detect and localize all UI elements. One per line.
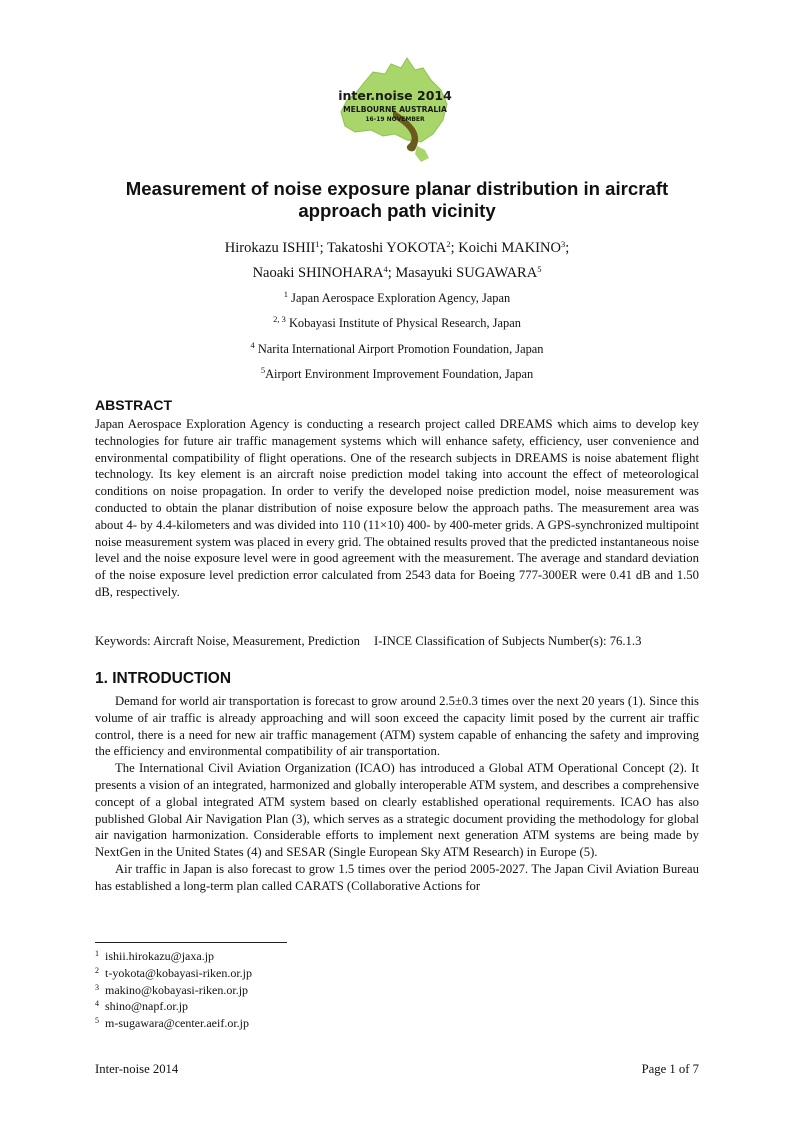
footer-page-number: Page 1 of 7 bbox=[641, 1062, 699, 1076]
footnote: $^5$ m-sugawara@center.aeif.or.jp bbox=[95, 1016, 249, 1031]
author-name: Takatoshi YOKOTA bbox=[327, 240, 447, 256]
abstract-heading: ABSTRACT bbox=[95, 397, 172, 413]
author-name: Naoaki SHINOHARA bbox=[252, 265, 384, 281]
author-name: Hirokazu ISHII bbox=[224, 240, 316, 256]
logo-line2: MELBOURNE AUSTRALIA bbox=[343, 105, 447, 114]
footer-conference: Inter-noise 2014 bbox=[95, 1062, 179, 1076]
classification: I-INCE Classification of Subjects Number(s): 76.1.3 bbox=[373, 634, 642, 648]
author-name: Masayuki SUGAWARA bbox=[395, 265, 538, 281]
logo-line1: inter.noise 2014 bbox=[338, 88, 452, 103]
paragraph: Demand for world air transportation is forecast to grow around 2.5±0.3 times over the next 20 years (1). Since this volume of air traffic is already approaching and will soon exceed the capacity limit posed by the current air traffic control, there is a need for new air traffic management (ATM) system capable of enhancing the safety and improving the efficiency and environmental compatibility of air transportation. bbox=[95, 694, 699, 759]
logo-line3: 16-19 NOVEMBER bbox=[365, 116, 425, 123]
affiliation: $^4$ Narita International Airport Promotion Foundation, Japan bbox=[250, 339, 544, 356]
footnote-divider bbox=[95, 942, 287, 943]
author-name: Koichi MAKINO bbox=[458, 240, 561, 256]
affiliation: $^{2, 3}$ Kobayasi Institute of Physical Research, Japan bbox=[273, 314, 521, 331]
introduction-text bbox=[95, 693, 699, 895]
paper-title: Measurement of noise exposure planar distribution in aircraft approach path vicinity bbox=[125, 178, 669, 221]
affiliation-list bbox=[95, 286, 699, 387]
section-heading-introduction: 1. INTRODUCTION bbox=[95, 670, 232, 687]
keywords: Keywords: Aircraft Noise, Measurement, Prediction bbox=[95, 634, 360, 648]
footnote: $^1$ ishii.hirokazu@jaxa.jp bbox=[95, 949, 215, 963]
conference-logo bbox=[333, 50, 457, 170]
footnotes bbox=[95, 949, 252, 1033]
paragraph: The International Civil Aviation Organization (ICAO) has introduced a Global ATM Operational Concept (2). It presents a vision of an integrated, harmonized and globally interoperable ATM system, and describes a comprehensive concept of a global integrated ATM system based on clearly established operational requirements. ICAO has also published Global Air Navigation Plan (3), which serves as a strategic document providing the methodology for global air navigation harmonization. Considerable efforts to implement next generation ATM systems are being made by NextGen in the United States (4) and SESAR (Single European Sky ATM Research) in Europe (5). bbox=[95, 761, 699, 860]
author-list: Hirokazu ISHII$^1$; Takatoshi YOKOTA$^2$; Koichi MAKINO$^3$; Naoaki SHINOHARA$^4$; Masayuki SUGAWARA$^5$ bbox=[224, 239, 570, 281]
affiliation: $^5$Airport Environment Improvement Foundation, Japan bbox=[260, 364, 534, 381]
affiliation: $^1$ Japan Aerospace Exploration Agency, Japan bbox=[283, 289, 511, 305]
abstract-text: Japan Aerospace Exploration Agency is conducting a research project called DREAMS which aims to develop key technologies for future air traffic management systems which will enhance safety, efficiency, user convenience and environmental compatibility of flight operations. One of the research subjects in DREAMS is noise abatement flight technology. Its key element is an aircraft noise prediction model taking into account the effect of meteorological conditions on noise propagation. In order to verify the developed noise prediction model, noise measurement was conducted to obtain the planar distribution of noise exposure below the approach paths. The measurement area was about 4- by 4.4-kilometers and was divided into 110 (11×10) 400- by 400-meter grids. A GPS-synchronized multipoint noise measurement system was placed in every grid. The obtained results proved that the predicted instantaneous noise level and the noise exposure level were in good agreement with the measurement. The average and standard deviation of the noise exposure level prediction error calculated from 2543 data for Boeing 777-300ER were 0.41 dB and 1.50 dB, respectively. bbox=[95, 417, 700, 599]
footnote: $^3$ makino@kobayasi-riken.or.jp bbox=[95, 982, 249, 997]
australia-map-icon bbox=[333, 50, 457, 170]
footnote: $^4$ shino@napf.or.jp bbox=[95, 999, 189, 1014]
footnote: $^2$ t-yokota@kobayasi-riken.or.jp bbox=[95, 965, 253, 980]
paragraph: Air traffic in Japan is also forecast to grow 1.5 times over the period 2005-2027. The Japan Civil Aviation Bureau has established a long-term plan called CARATS (Collaborative Actions for bbox=[95, 861, 699, 893]
keywords-line bbox=[95, 634, 699, 649]
